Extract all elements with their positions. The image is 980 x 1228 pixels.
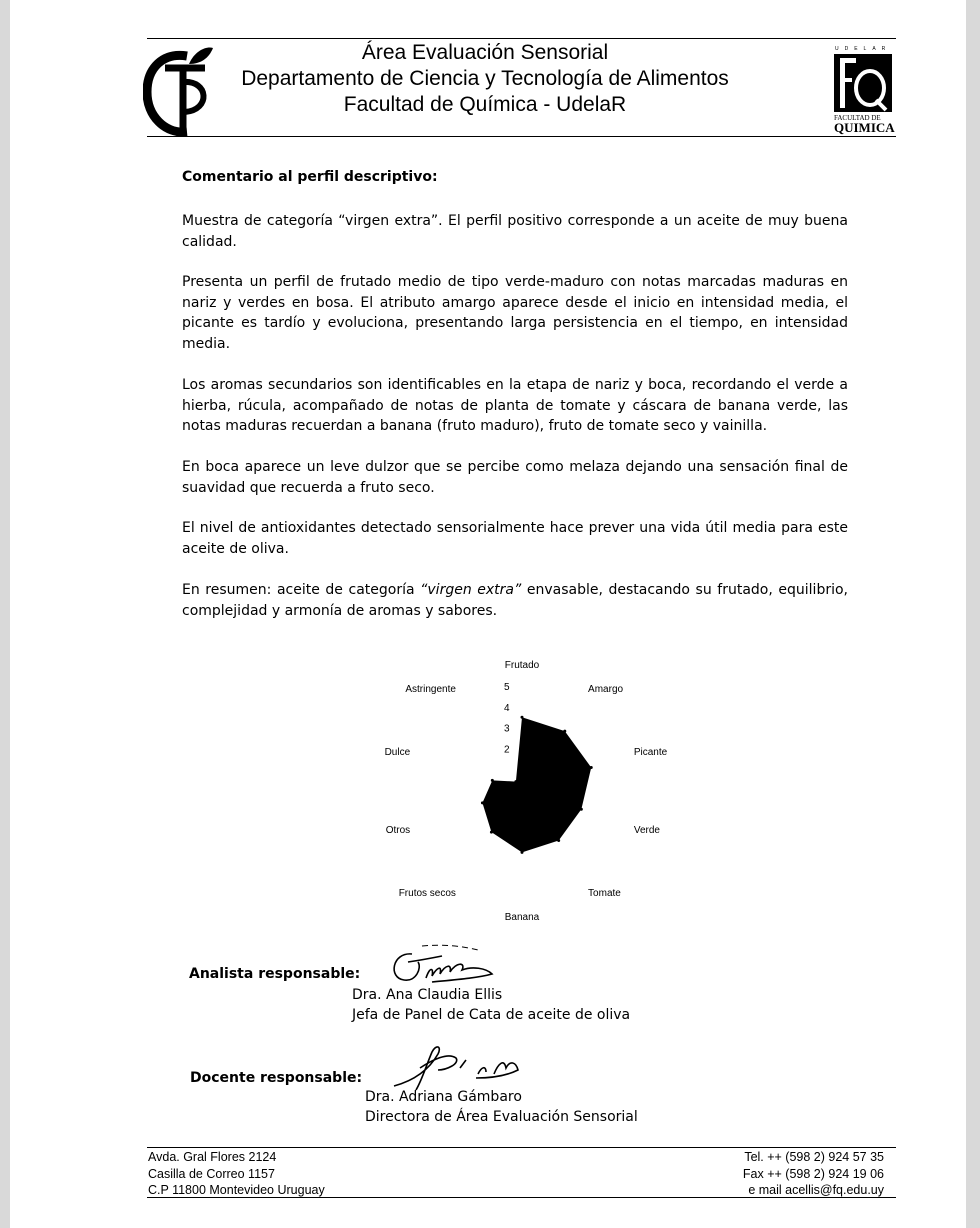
- paragraph-4: En boca aparece un leve dulzor que se percibe como melaza dejando una sensación final de suavidad que recuerda a fruto seco.: [182, 459, 848, 496]
- fq-logo: [822, 46, 898, 136]
- analyst-role: Jefa de Panel de Cata de aceite de oliva: [352, 1007, 631, 1023]
- radar-tick-label: 2: [504, 744, 510, 756]
- footer-email: e mail acellis@fq.edu.uy: [748, 1183, 884, 1197]
- document-page: [10, 0, 966, 1228]
- radar-svg: [370, 655, 690, 925]
- radar-point-amargo: [563, 730, 566, 733]
- footer-address-line-1: Avda. Gral Flores 2124: [148, 1150, 277, 1164]
- analyst-name: Dra. Ana Claudia Ellis: [352, 987, 503, 1003]
- analyst-label: Analista responsable:: [189, 966, 361, 982]
- radar-point-astringente: [514, 780, 517, 783]
- teacher-role: Directora de Área Evaluación Sensorial: [365, 1109, 638, 1125]
- footer-bottom-rule: [147, 1197, 896, 1198]
- footer-top-rule: [147, 1147, 896, 1148]
- fq-logo-top-text: UDELAR: [835, 46, 892, 52]
- footer-fax: Fax ++ (598 2) 924 19 06: [742, 1166, 884, 1181]
- sensory-radar-chart: [370, 655, 690, 925]
- teacher-name: Dra. Adriana Gámbaro: [365, 1089, 522, 1105]
- radar-tick-label: 3: [504, 723, 510, 735]
- radar-point-frutos-secos: [490, 831, 493, 834]
- footer-address: [148, 1149, 325, 1199]
- header-title-faculty: Facultad de Química - UdelaR: [343, 93, 627, 116]
- radar-category-otros: Otros: [385, 824, 411, 836]
- radar-point-verde: [580, 808, 583, 811]
- paragraph-2: Presenta un perfil de frutado medio de tipo verde-maduro con notas marcadas maduras en nariz y verdes en bosa. El atributo amargo aparece desde el inicio en intensidad media, el picante es tardío y evoluciona, presentando larga persistencia en el tiempo, en intensidad media.: [182, 274, 848, 352]
- header-title-area: Área Evaluación Sensorial: [361, 41, 609, 64]
- radar-category-amargo: Amargo: [588, 684, 624, 696]
- radar-category-picante: Picante: [633, 747, 668, 759]
- radar-tick-label: 5: [504, 682, 510, 693]
- footer-address-line-3: C.P 11800 Montevideo Uruguay: [148, 1183, 325, 1197]
- summary-category: “virgen extra”: [420, 582, 522, 598]
- radar-category-dulce: Dulce: [384, 747, 411, 759]
- radar-point-otros: [481, 801, 484, 804]
- header-top-rule: [147, 38, 896, 39]
- radar-point-dulce: [491, 779, 494, 782]
- radar-tick-label: 4: [504, 702, 510, 714]
- footer-address-line-2: Casilla de Correo 1157: [148, 1166, 275, 1181]
- radar-category-frutado: Frutado: [504, 660, 540, 671]
- summary-prefix: En resumen: aceite de categoría: [182, 582, 421, 598]
- footer-telephone: Tel. ++ (598 2) 924 57 35: [744, 1150, 884, 1164]
- radar-category-astringente: Astringente: [405, 684, 456, 696]
- summary-suffix: envasable, destacando su frutado, equilibrio, complejidad y armonía de aromas y sabores.: [182, 582, 848, 619]
- fq-logo-quimica-text: QUIMICA: [834, 120, 895, 135]
- teacher-label: Docente responsable:: [190, 1070, 363, 1086]
- radar-point-banana: [521, 851, 524, 854]
- radar-data-polygon: [482, 717, 591, 852]
- radar-category-tomate: Tomate: [588, 887, 621, 899]
- radar-point-frutado: [521, 716, 524, 719]
- radar-point-picante: [590, 766, 593, 769]
- comment-heading: Comentario al perfil descriptivo:: [182, 169, 438, 185]
- paragraph-1: Muestra de categoría “virgen extra”. El perfil positivo corresponde a un aceite de muy buena calidad.: [182, 213, 848, 250]
- radar-category-frutos-secos: Frutos secos: [398, 887, 456, 899]
- footer-contact: [610, 1149, 884, 1199]
- fq-logo-mark: [832, 52, 894, 114]
- paragraph-3: Los aromas secundarios son identificables en la etapa de nariz y boca, recordando el verde a hierba, rúcula, acompañado de notas de planta de tomate y cáscara de banana verde, las notas maduras recuerdan a banana (fruto maduro), fruto de tomate seco y vainilla.: [182, 377, 848, 434]
- paragraph-5: El nivel de antioxidantes detectado sensorialmente hace prever una vida útil media para este aceite de oliva.: [182, 520, 848, 557]
- header-title-department: Departamento de Ciencia y Tecnología de Alimentos: [241, 67, 729, 90]
- radar-category-verde: Verde: [633, 824, 660, 836]
- paragraph-6: [182, 580, 848, 621]
- fq-logo-faculty-text: FACULTAD DE: [834, 114, 881, 122]
- radar-category-banana: Banana: [504, 912, 540, 923]
- header-bottom-rule: [147, 136, 896, 137]
- radar-point-tomate: [557, 839, 560, 842]
